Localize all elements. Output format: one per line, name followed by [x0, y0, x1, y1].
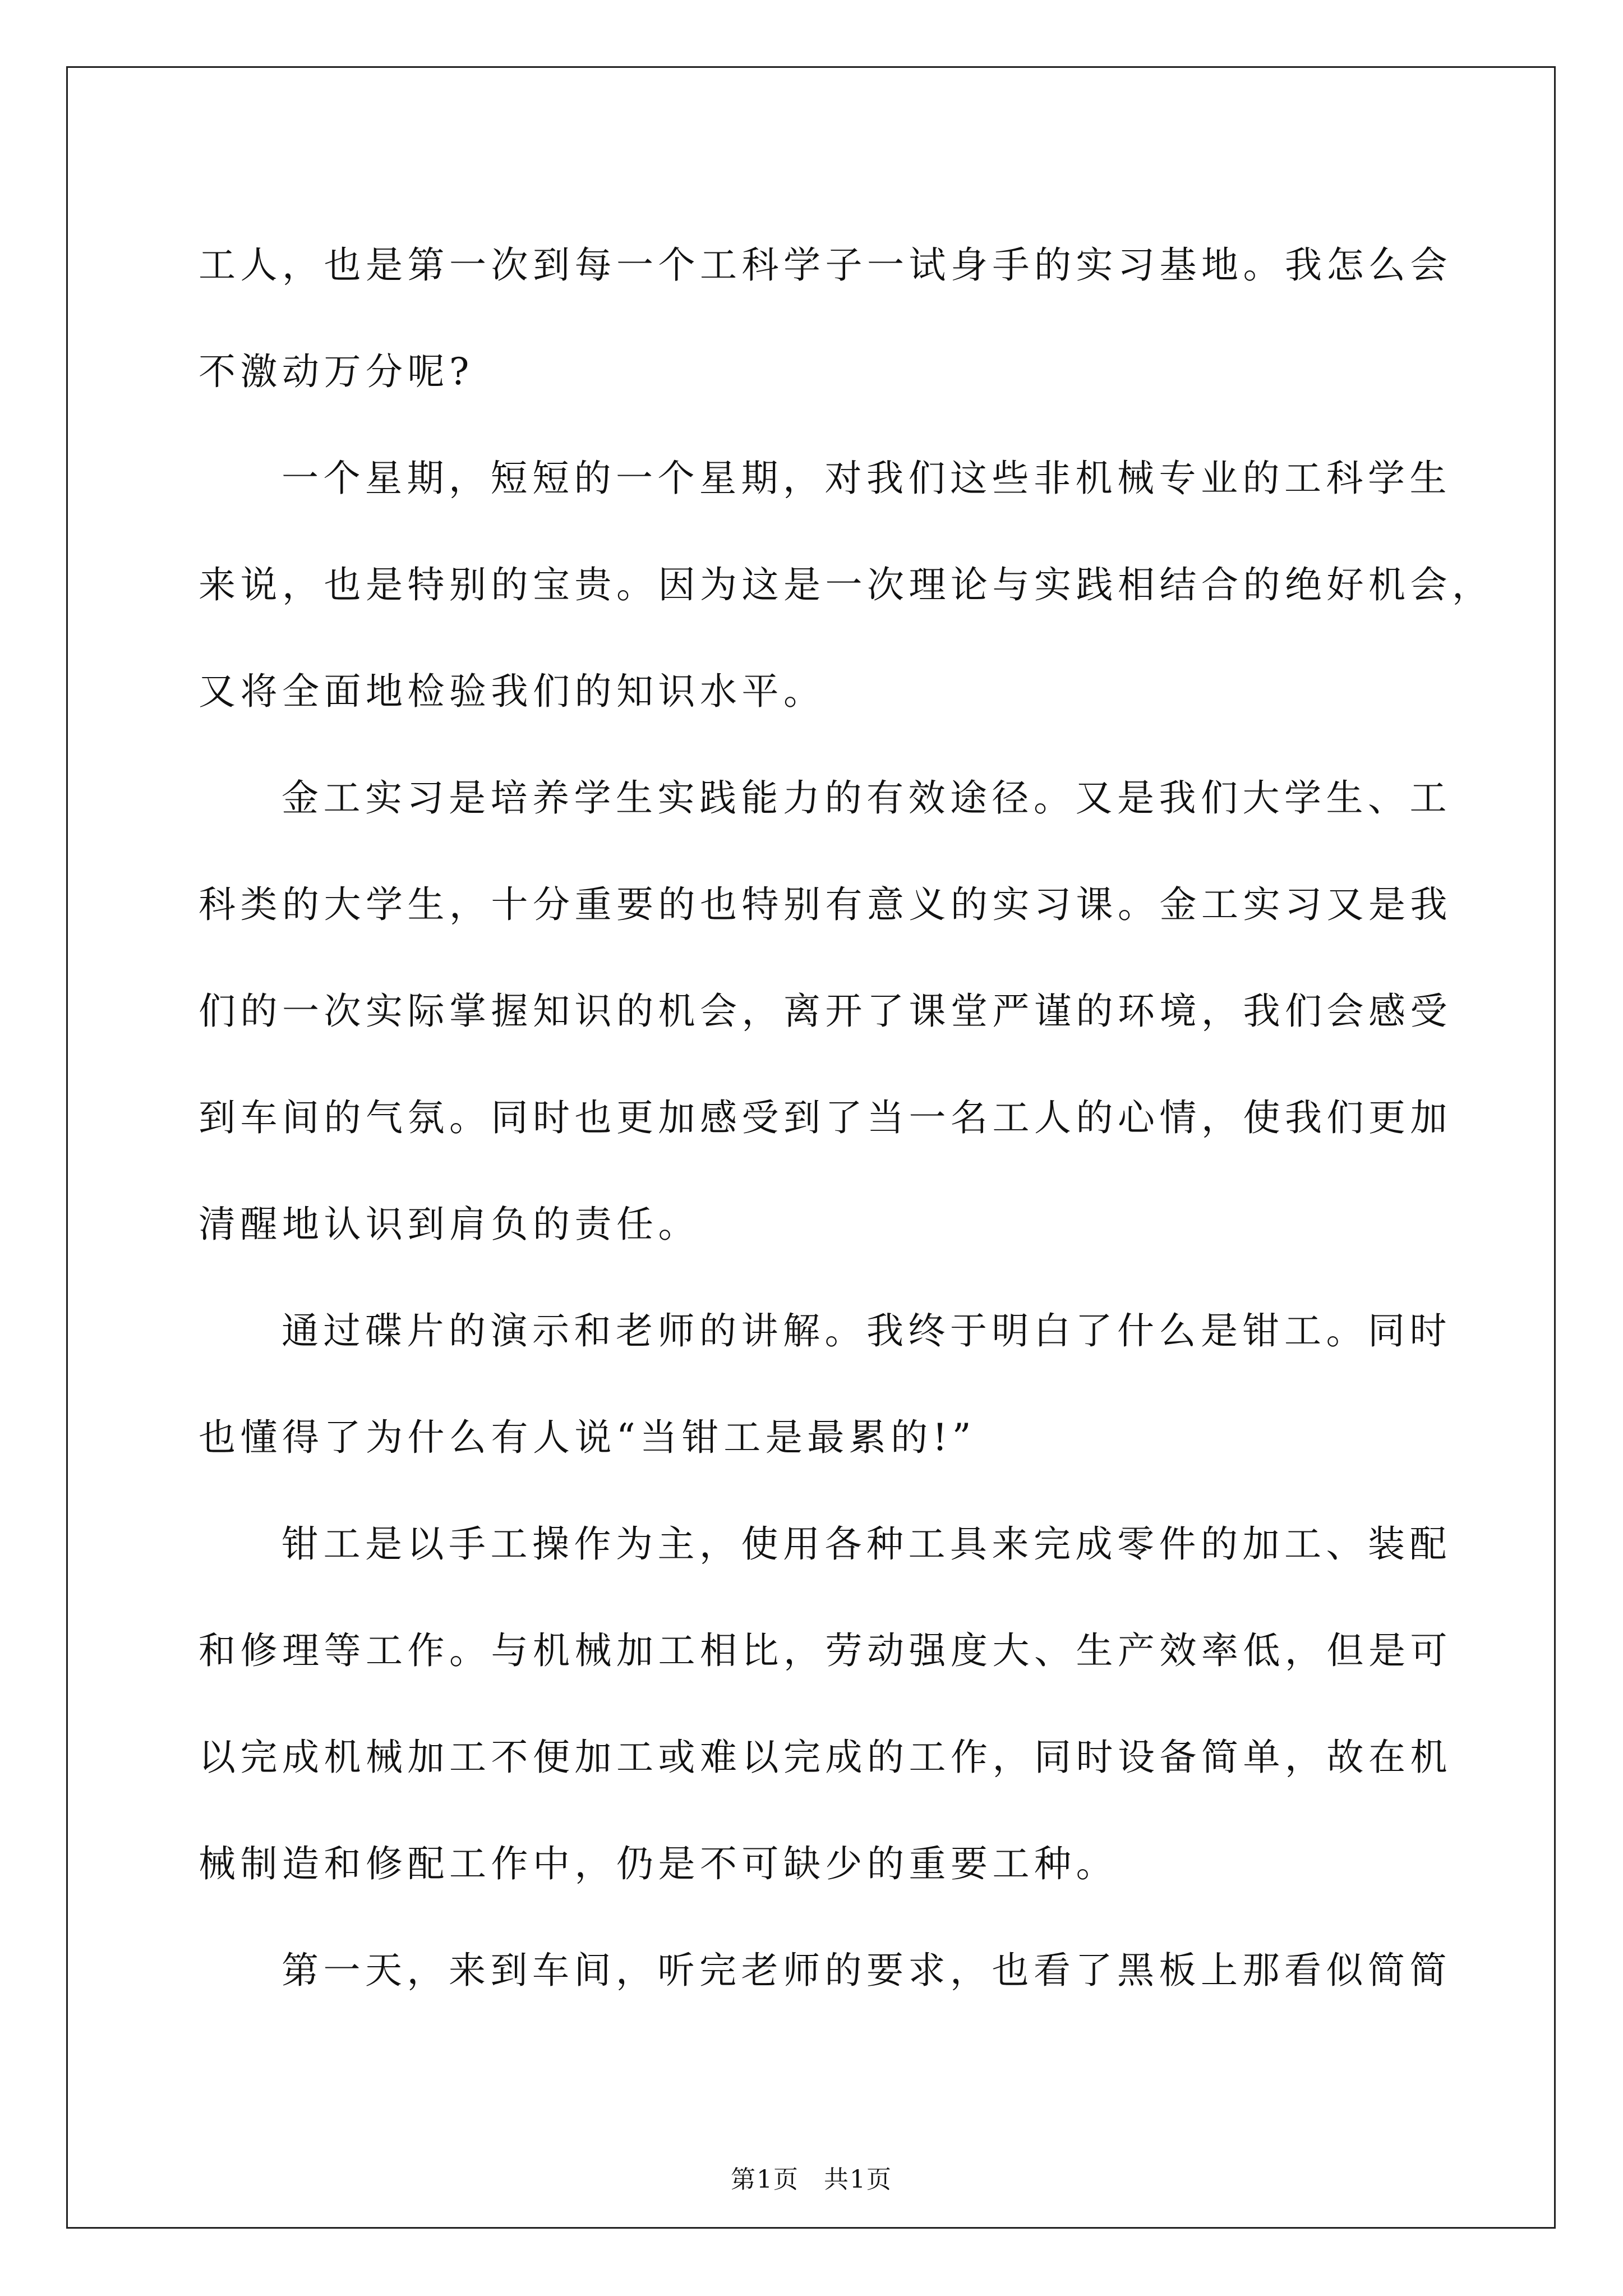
- text-line: 工人，也是第一次到每一个工科学子一试身手的实习基地。我怎么会: [199, 243, 1452, 287]
- page-footer: [0, 2163, 1623, 2197]
- paragraph-first-line: 通过碟片的演示和老师的讲解。我终于明白了什么是钳工。同时: [282, 1309, 1451, 1352]
- text-line: 又将全面地检验我们的知识水平。: [199, 670, 826, 713]
- text-line: 科类的大学生，十分重要的也特别有意义的实习课。金工实习又是我: [199, 883, 1452, 926]
- text-line: 到车间的气氛。同时也更加感受到了当一名工人的心情，使我们更加: [199, 1096, 1452, 1139]
- paragraph-first-line: 钳工是以手工操作为主，使用各种工具来完成零件的加工、装配: [282, 1522, 1451, 1566]
- paragraph-first-line: 金工实习是培养学生实践能力的有效途径。又是我们大学生、工: [282, 776, 1451, 820]
- page-number-total: 共1页: [824, 2165, 892, 2194]
- text-line: 清醒地认识到肩负的责任。: [199, 1203, 700, 1246]
- text-line: 们的一次实际掌握知识的机会，离开了课堂严谨的环境，我们会感受: [199, 990, 1452, 1033]
- text-line: 以完成机械加工不便加工或难以完成的工作，同时设备简单，故在机: [199, 1736, 1452, 1779]
- paragraph-first-line: 第一天，来到车间，听完老师的要求，也看了黑板上那看似简简: [282, 1949, 1451, 1992]
- paragraph-first-line: 一个星期，短短的一个星期，对我们这些非机械专业的工科学生: [282, 457, 1451, 500]
- page-number-current: 第1页: [731, 2165, 799, 2194]
- text-line: 也懂得了为什么有人说“当钳工是最累的!”: [199, 1416, 976, 1459]
- text-line: 械制造和修配工作中，仍是不可缺少的重要工种。: [199, 1842, 1118, 1885]
- document-body: [199, 212, 1494, 2024]
- text-line: 来说，也是特别的宝贵。因为这是一次理论与实践相结合的绝好机会，: [199, 563, 1494, 606]
- text-line: 和修理等工作。与机械加工相比，劳动强度大、生产效率低，但是可: [199, 1629, 1452, 1672]
- text-line: 不激动万分呢?: [199, 350, 474, 393]
